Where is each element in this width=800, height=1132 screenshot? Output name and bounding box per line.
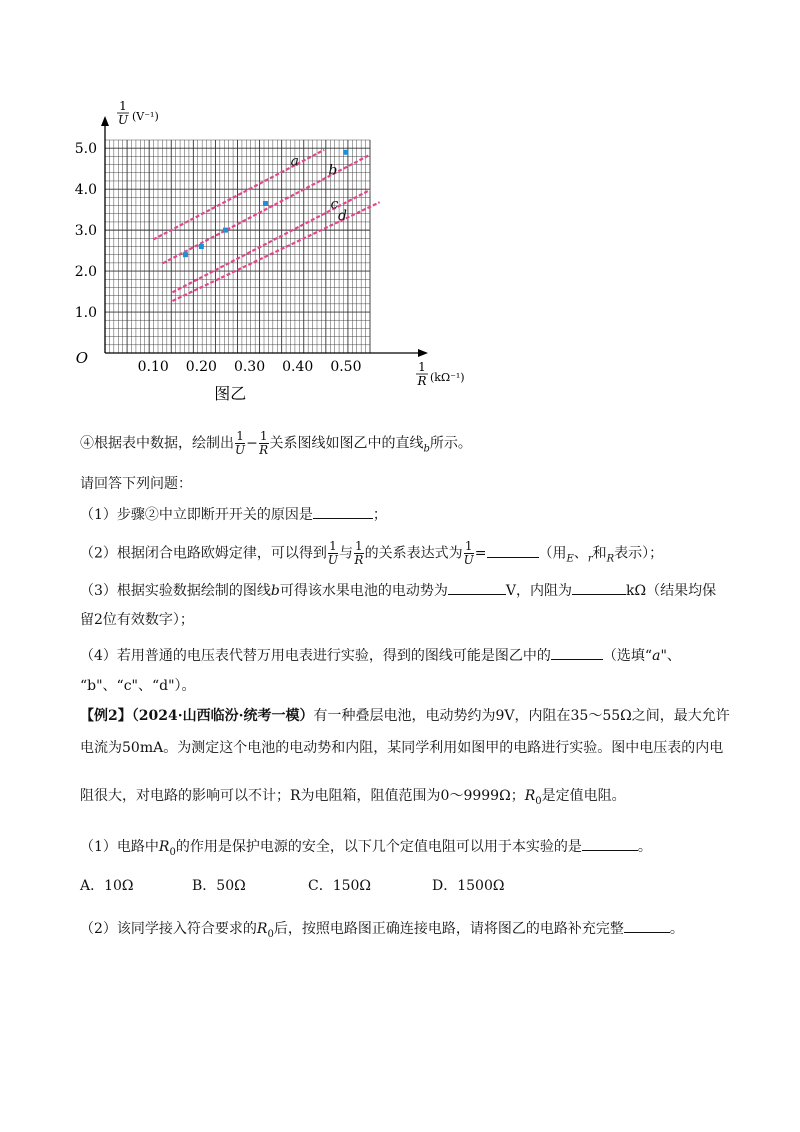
- answer-blank: [487, 543, 539, 558]
- ex2-question-2: [80, 918, 684, 945]
- frac-num: 1: [236, 429, 244, 443]
- question-1: [80, 504, 387, 525]
- example2-line2: 电流为50mA。为测定这个电池的电动势和内阻，某同学利用如图甲的电路进行实验。图中电压表的内电: [80, 740, 724, 756]
- he: 和: [592, 545, 607, 562]
- fraction: [328, 540, 338, 567]
- example2-line1: [80, 706, 730, 726]
- frac-num: 1: [464, 539, 473, 553]
- x-tick-label: 0.30: [233, 359, 266, 375]
- e2-text-b: 后，按照电路图正确连接电路，请将图乙的电路补充完整: [273, 921, 624, 937]
- q1-end: ；: [372, 507, 387, 523]
- var-r0-sub: 0: [535, 795, 542, 807]
- q3-text-c: 可得该水果电池的电动势为: [279, 583, 448, 599]
- e1-text-a: （1）电路中: [80, 839, 159, 855]
- q3-var: b: [270, 583, 280, 599]
- fraction-1-over-u: [235, 430, 245, 457]
- chart-svg: [74, 95, 465, 405]
- fraction: [354, 540, 364, 567]
- option-b: B．50Ω: [192, 878, 246, 894]
- var-r: r: [587, 553, 593, 565]
- y-tick-label: 5.0: [74, 141, 97, 158]
- fraction-1-over-r: [259, 430, 269, 457]
- step4-text-b: 关系图线如图乙中的直线: [269, 435, 424, 452]
- ex2-text-a: 有一种叠层电池，电动势约为9V，内阻在: [313, 708, 571, 724]
- example2-line3: [80, 786, 626, 812]
- var-r0-sub: 0: [267, 928, 274, 940]
- figure-caption: 图乙: [214, 384, 247, 403]
- frac-num: 1: [355, 539, 363, 553]
- series-label-d: d: [338, 207, 348, 224]
- q2-text-d: 表示）；: [614, 545, 664, 562]
- data-point: [199, 244, 204, 249]
- frac-den: U: [463, 553, 474, 567]
- q3-line2: 留2位有效数字）；: [80, 612, 194, 628]
- y-tick-label: 1.0: [74, 305, 97, 322]
- series-label-c: c: [330, 196, 339, 213]
- x-axis-label-den: R: [417, 374, 427, 388]
- data-point: [263, 201, 268, 206]
- data-point: [343, 150, 348, 155]
- answer-blank: [624, 918, 670, 933]
- prompt-text: 请回答下列问题：: [80, 476, 192, 492]
- var-r0: R: [158, 839, 170, 855]
- answer-blank: [582, 836, 638, 851]
- option-a: A．10Ω: [80, 878, 134, 894]
- q1-text: （1）步骤②中立即断开开关的原因是: [80, 507, 313, 523]
- fraction: [464, 540, 474, 567]
- var-r0-sub: 0: [169, 846, 176, 858]
- step4-var: b: [423, 443, 430, 455]
- step4-line: [80, 430, 472, 459]
- q4-text-c: "、: [660, 648, 681, 664]
- q4-text-a: （4）若用普通的电压表代替万用电表进行实验，得到的图线可能是图乙中的: [80, 648, 551, 664]
- figure-graph: [74, 95, 465, 409]
- data-point: [223, 228, 228, 233]
- sep: 、: [573, 545, 588, 562]
- q4-text-b: （选填“: [602, 648, 653, 664]
- y-tick-label: 2.0: [74, 264, 97, 281]
- x-axis-label-num: 1: [418, 360, 426, 374]
- ex2-text-b: 之间，最大允许: [631, 708, 730, 724]
- y-tick-label: 4.0: [74, 182, 97, 199]
- x-tick-label: 0.40: [282, 359, 314, 375]
- ex2-question-1: [80, 836, 652, 863]
- y-axis-label-num: 1: [119, 99, 127, 113]
- q3-text-a: （3）根据实验数据绘制的图线: [80, 583, 271, 599]
- var-r0: R: [524, 788, 536, 804]
- series-line-d: [172, 202, 379, 301]
- answer-blank: [448, 580, 506, 595]
- option-c: C．150Ω: [308, 878, 372, 894]
- question-4: [80, 645, 681, 666]
- series-label-a: a: [290, 153, 299, 170]
- example-tag: 【例2】: [80, 708, 132, 724]
- y-axis-label-unit: (V⁻¹): [132, 110, 159, 123]
- data-point: [183, 252, 188, 257]
- x-tick-label: 0.50: [330, 359, 362, 375]
- q2-yu: 与: [339, 545, 354, 562]
- question-2: [80, 540, 663, 569]
- q2-text-c: （用: [538, 545, 567, 562]
- x-tick-label: 0.10: [137, 359, 169, 375]
- ex2-line3-b: 是定值电阻。: [541, 788, 626, 804]
- var-r0: R: [256, 921, 268, 937]
- step4-text-c: 所示。: [429, 435, 472, 452]
- q2-text-a: （2）根据闭合电路欧姆定律，可以得到: [80, 545, 327, 562]
- q4-var-a: a: [652, 648, 661, 664]
- e1-text-b: 的作用是保护电源的安全，以下几个定值电阻可以用于本实验的是: [175, 839, 582, 855]
- q3-unit-k: kΩ（结果均保: [626, 583, 717, 599]
- x-axis-arrow: [418, 349, 428, 357]
- y-tick-label: 3.0: [74, 223, 97, 240]
- y-axis-arrow: [101, 116, 109, 126]
- step4-text-a: ④根据表中数据，绘制出: [80, 435, 234, 452]
- q2-text-b: 的关系表达式为: [364, 545, 463, 562]
- var-r-upper: R: [606, 553, 615, 565]
- ex2-line3-range: 0～9999Ω: [440, 788, 511, 804]
- frac-den: U: [327, 553, 339, 567]
- var-e: E: [566, 553, 574, 565]
- e2-end: 。: [669, 921, 684, 937]
- x-tick-label: 0.20: [185, 359, 217, 375]
- ex2-line3-sep: ；: [510, 788, 525, 804]
- series-label-b: b: [328, 162, 338, 179]
- frac-den: U: [235, 443, 246, 457]
- q4-line2: “b"、“c"、“d"）。: [80, 678, 196, 694]
- options-row: [80, 876, 504, 896]
- answer-blank: [572, 580, 626, 595]
- frac-den: R: [354, 553, 364, 567]
- question-3: [80, 580, 716, 601]
- example-source: （2024·山西临汾·统考一模）: [131, 708, 314, 724]
- ex2-range: 35～55Ω: [570, 708, 632, 724]
- q2-eq: =: [474, 545, 487, 562]
- q3-unit-v: V，内阻为: [505, 583, 573, 599]
- dash: −: [246, 435, 258, 452]
- x-axis-label-unit: (kΩ⁻¹): [430, 371, 465, 384]
- e2-text-a: （2）该同学接入符合要求的: [80, 921, 257, 937]
- e1-end: 。: [637, 839, 652, 855]
- origin-label: O: [75, 349, 88, 367]
- frac-num: 1: [259, 429, 268, 443]
- y-axis-label-den: U: [117, 113, 129, 127]
- frac-den: R: [259, 443, 269, 457]
- option-d: D．1500Ω: [432, 878, 505, 894]
- answer-blank: [313, 504, 373, 519]
- frac-num: 1: [329, 539, 337, 553]
- ex2-line3-a: 阻很大，对电路的影响可以不计；R为电阻箱，阻值范围为: [80, 788, 441, 804]
- answer-blank: [551, 645, 603, 660]
